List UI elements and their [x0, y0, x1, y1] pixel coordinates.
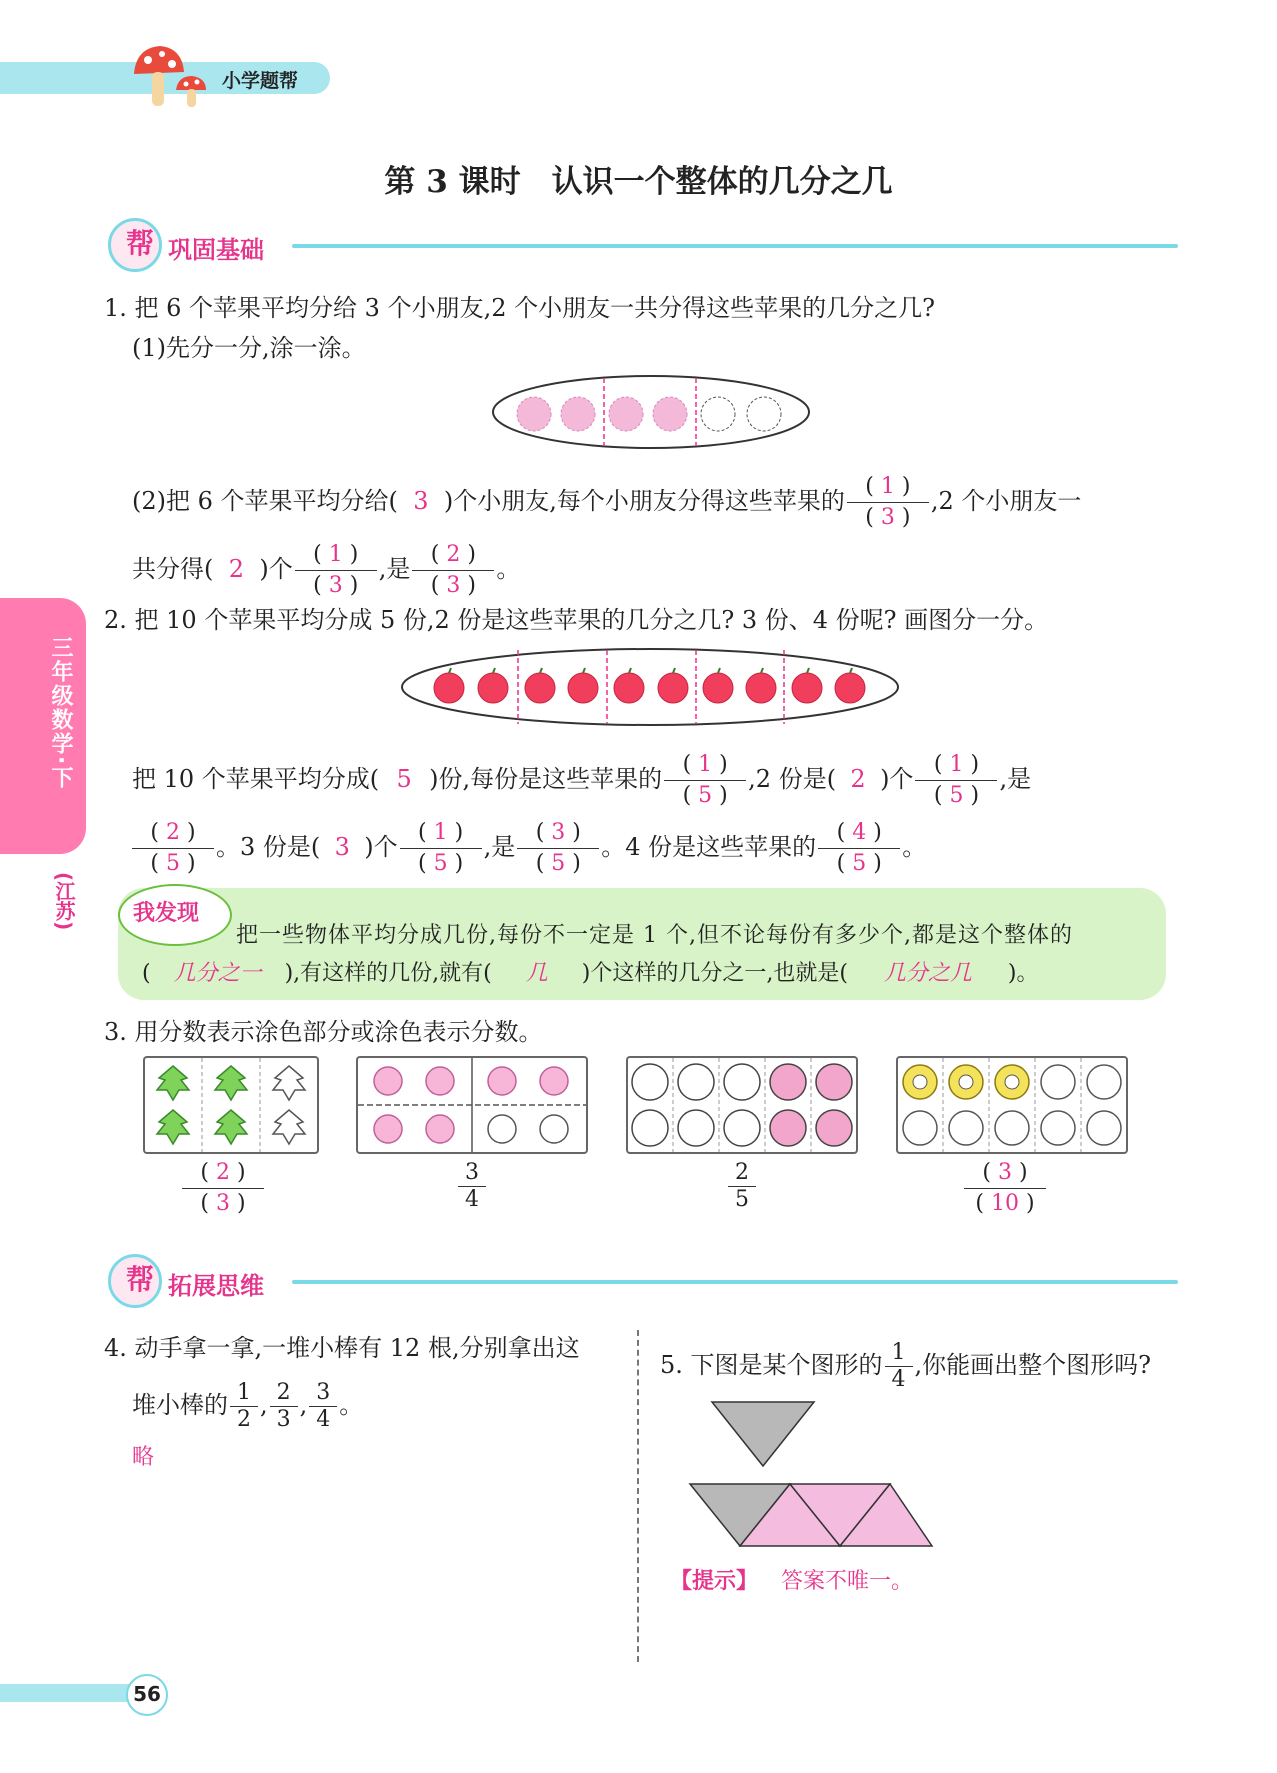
discover-answer-1: 几分之一	[173, 961, 262, 986]
q1-answer-children: 3	[413, 487, 429, 515]
brand-name: 小学题帮	[222, 70, 299, 92]
discover-badge: 我发现	[133, 901, 200, 926]
q2-stem: 2. 把 10 个苹果平均分成 5 份,2 份是这些苹果的几分之几? 3 份、4 份呢? 画图分一分。	[104, 606, 1049, 634]
q3-flowers-box	[356, 1056, 588, 1154]
section-extend-header	[108, 1254, 1178, 1306]
q3-sunflowers-box	[896, 1056, 1128, 1154]
q1-answer-count: 2	[228, 555, 245, 583]
q3-balls-box	[626, 1056, 858, 1154]
q5-hint-label: 【提示】	[670, 1569, 759, 1594]
section-rule	[292, 244, 1178, 248]
apple-outline-icon	[701, 397, 735, 431]
q2-line2: $\frac{( 2 )}{( 5 )}$ 。3 份是( 3 )个 $\frac{( 1 )}{( 5 )}$ ,是 $\frac{( 3 )}{( 5 )}$ 。4 份是这些苹果的 $\frac{( 4 )}{( 5 )}$ 。	[130, 820, 926, 877]
q3-leaves-box	[143, 1056, 319, 1154]
q3-answer-3: $\frac{2}{5}$	[726, 1160, 758, 1213]
apple-shaded-icon	[653, 397, 687, 431]
q2-fraction-2: $\frac{( 1 )}{( 5 )}$	[915, 752, 997, 809]
section-rule	[292, 1280, 1178, 1284]
q2-line1: 把 10 个苹果平均分成( 5 )份,每份是这些苹果的 $\frac{( 1 )}{( 5 )}$ ,2 份是( 2 )个 $\frac{( 1 )}{( 5 )}$ ,是	[132, 752, 1032, 808]
column-divider	[637, 1330, 639, 1662]
q2-fraction-1: $\frac{( 1 )}{( 5 )}$	[664, 752, 746, 809]
q4-stem-line1: 4. 动手拿一拿,一堆小棒有 12 根,分别拿出这	[104, 1334, 580, 1362]
q1-fraction-3: $\frac{( 2 )}{( 3 )}$	[412, 542, 494, 599]
discover-answer-2: 几	[525, 961, 548, 986]
q2-apple-diagram	[398, 644, 902, 730]
q1-sub2-line2: 共分得( 2 )个 $\frac{( 1 )}{( 3 )}$ ,是 $\frac{( 2 )}{( 3 )}$ 。	[132, 542, 521, 598]
q1-fraction-2: $\frac{( 1 )}{( 3 )}$	[295, 542, 377, 599]
q2-fraction-6: $\frac{( 4 )}{( 5 )}$	[818, 820, 900, 877]
q3-stem: 3. 用分数表示涂色部分或涂色表示分数。	[104, 1018, 543, 1046]
section-badge: 帮	[126, 1263, 155, 1296]
apple-shaded-icon	[561, 397, 595, 431]
q1-apple-diagram	[488, 372, 814, 452]
section-label: 拓展思维	[168, 1272, 264, 1300]
discover-line1: 把一些物体平均分成几份,每份不一定是 1 个,但不论每份有多少个,都是这个整体的	[236, 923, 1073, 948]
q5-stem: 5. 下图是某个图形的 $\frac{1}{4}$ ,你能画出整个图形吗?	[660, 1340, 1152, 1392]
apple-shaded-icon	[609, 397, 643, 431]
q1-sub1: (1)先分一分,涂一涂。	[132, 334, 366, 362]
q3-answer-2: $\frac{3}{4}$	[456, 1160, 488, 1213]
section-basic-header	[108, 218, 1178, 270]
q1-fraction-1: $\frac{( 1 )}{( 3 )}$	[847, 474, 929, 531]
q3-answer-4: $\frac{( 3 )}{( 10 )}$	[962, 1160, 1048, 1217]
mushroom-logo-icon	[128, 40, 218, 112]
q1-sub2-line1: (2)把 6 个苹果平均分给( 3 )个小朋友,每个小朋友分得这些苹果的 $\frac{( 1 )}{( 3 )}$ ,2 个小朋友一	[132, 474, 1082, 530]
side-tab-grade: 三年级数学·下	[48, 636, 73, 791]
q5-hint-text: 答案不唯一。	[781, 1569, 914, 1594]
q1-stem: 1. 把 6 个苹果平均分给 3 个小朋友,2 个小朋友一共分得这些苹果的几分之几?	[104, 294, 935, 322]
apple-outline-icon	[747, 397, 781, 431]
q4-answer: 略	[132, 1445, 155, 1470]
section-label: 巩固基础	[168, 236, 264, 264]
q3-answer-1: $\frac{( 2 )}{( 3 )}$	[180, 1160, 266, 1217]
apple-shaded-icon	[517, 397, 551, 431]
q5-figure	[684, 1400, 934, 1556]
q2-fraction-3: $\frac{( 2 )}{( 5 )}$	[132, 820, 214, 877]
discover-line2: ( 几分之一 ),有这样的几份,就有( 几 )个这样的几分之一,也就是( 几分之几 )。	[142, 956, 1039, 987]
page-title: 第 3 课时 认识一个整体的几分之几	[384, 164, 893, 200]
q2-fraction-5: $\frac{( 3 )}{( 5 )}$	[517, 820, 599, 877]
section-badge: 帮	[126, 227, 155, 260]
q4-stem-line2: 堆小棒的 $\frac{1}{2}$ , $\frac{2}{3}$ , $\frac{3}{4}$ 。	[132, 1380, 364, 1432]
discover-answer-3: 几分之几	[883, 961, 972, 986]
side-tab-region: (江苏)	[52, 872, 76, 931]
page-number: 56	[133, 1682, 161, 1706]
q2-fraction-4: $\frac{( 1 )}{( 5 )}$	[400, 820, 482, 877]
q5-hint	[670, 1564, 913, 1595]
